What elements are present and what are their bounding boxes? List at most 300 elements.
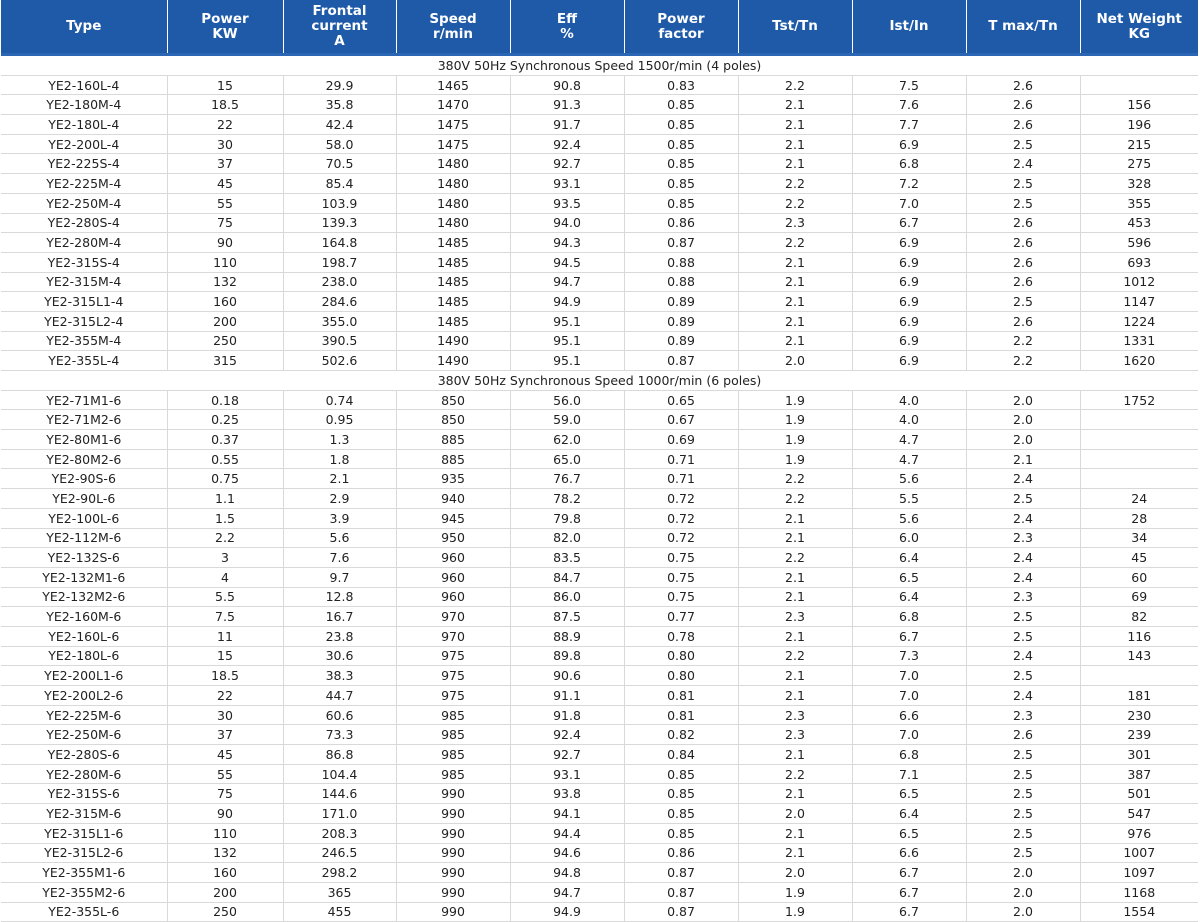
cell-power-factor: 0.82 (624, 725, 738, 745)
cell-tst-tn: 2.1 (738, 331, 852, 351)
cell-efficiency: 91.7 (510, 115, 624, 135)
cell-type: YE2-250M-6 (1, 725, 167, 745)
cell-power: 5.5 (167, 587, 283, 607)
cell-tst-tn: 2.1 (738, 252, 852, 272)
cell-speed: 950 (396, 528, 510, 548)
cell-ist-in: 7.0 (852, 725, 966, 745)
cell-tst-tn: 2.2 (738, 548, 852, 568)
cell-tmax-tn: 2.5 (966, 764, 1080, 784)
cell-ist-in: 6.9 (852, 311, 966, 331)
table-row (1, 272, 1198, 292)
cell-current: 73.3 (283, 725, 396, 745)
table-row (1, 489, 1198, 509)
cell-current: 12.8 (283, 587, 396, 607)
cell-tst-tn: 1.9 (738, 390, 852, 410)
cell-tmax-tn: 2.0 (966, 430, 1080, 450)
table-row (1, 725, 1198, 745)
cell-current: 0.74 (283, 390, 396, 410)
section-row (1, 56, 1198, 75)
cell-current: 390.5 (283, 331, 396, 351)
table-row (1, 449, 1198, 469)
cell-power: 2.2 (167, 528, 283, 548)
cell-speed: 1480 (396, 154, 510, 174)
cell-speed: 1485 (396, 311, 510, 331)
cell-tmax-tn: 2.4 (966, 548, 1080, 568)
cell-tst-tn: 2.0 (738, 351, 852, 371)
cell-net-weight: 24 (1080, 489, 1198, 509)
cell-speed: 940 (396, 489, 510, 509)
cell-power: 1.5 (167, 508, 283, 528)
cell-speed: 975 (396, 646, 510, 666)
header-type: Type (1, 0, 167, 53)
cell-power: 22 (167, 686, 283, 706)
cell-net-weight: 1012 (1080, 272, 1198, 292)
cell-current: 60.6 (283, 705, 396, 725)
cell-type: YE2-225M-4 (1, 174, 167, 194)
cell-power: 160 (167, 292, 283, 312)
section-title: 380V 50Hz Synchronous Speed 1500r/min (4 poles) (1, 56, 1198, 75)
cell-net-weight: 301 (1080, 745, 1198, 765)
cell-tmax-tn: 2.5 (966, 292, 1080, 312)
cell-ist-in: 6.6 (852, 705, 966, 725)
cell-ist-in: 6.9 (852, 331, 966, 351)
cell-type: YE2-200L-4 (1, 134, 167, 154)
cell-efficiency: 92.4 (510, 134, 624, 154)
cell-efficiency: 95.1 (510, 311, 624, 331)
cell-tmax-tn: 2.2 (966, 331, 1080, 351)
cell-type: YE2-180L-4 (1, 115, 167, 135)
cell-power: 30 (167, 134, 283, 154)
cell-efficiency: 88.9 (510, 626, 624, 646)
cell-tst-tn: 2.2 (738, 646, 852, 666)
header-current: Frontal current A (283, 0, 396, 53)
cell-power: 160 (167, 863, 283, 883)
cell-net-weight: 1224 (1080, 311, 1198, 331)
table-row (1, 626, 1198, 646)
cell-power: 4 (167, 567, 283, 587)
cell-current: 9.7 (283, 567, 396, 587)
cell-type: YE2-132S-6 (1, 548, 167, 568)
table-row (1, 95, 1198, 115)
cell-speed: 1475 (396, 134, 510, 154)
cell-power: 45 (167, 174, 283, 194)
cell-net-weight: 181 (1080, 686, 1198, 706)
cell-efficiency: 82.0 (510, 528, 624, 548)
cell-speed: 1480 (396, 213, 510, 233)
cell-ist-in: 6.7 (852, 863, 966, 883)
cell-current: 1.8 (283, 449, 396, 469)
cell-tmax-tn: 2.5 (966, 804, 1080, 824)
cell-tst-tn: 2.0 (738, 804, 852, 824)
table-row (1, 75, 1198, 95)
cell-type: YE2-112M-6 (1, 528, 167, 548)
cell-power-factor: 0.72 (624, 508, 738, 528)
cell-current: 38.3 (283, 666, 396, 686)
cell-current: 298.2 (283, 863, 396, 883)
cell-power-factor: 0.72 (624, 489, 738, 509)
cell-efficiency: 87.5 (510, 607, 624, 627)
cell-power: 90 (167, 804, 283, 824)
cell-ist-in: 7.2 (852, 174, 966, 194)
table-row (1, 882, 1198, 902)
cell-power: 55 (167, 764, 283, 784)
cell-current: 30.6 (283, 646, 396, 666)
cell-efficiency: 94.5 (510, 252, 624, 272)
cell-speed: 985 (396, 764, 510, 784)
cell-type: YE2-315S-6 (1, 784, 167, 804)
cell-current: 35.8 (283, 95, 396, 115)
cell-power: 3 (167, 548, 283, 568)
cell-current: 103.9 (283, 193, 396, 213)
cell-tmax-tn: 2.5 (966, 193, 1080, 213)
cell-speed: 990 (396, 843, 510, 863)
cell-speed: 850 (396, 410, 510, 430)
cell-efficiency: 59.0 (510, 410, 624, 430)
cell-speed: 960 (396, 548, 510, 568)
cell-power: 110 (167, 823, 283, 843)
cell-efficiency: 94.0 (510, 213, 624, 233)
cell-type: YE2-280S-4 (1, 213, 167, 233)
cell-speed: 975 (396, 686, 510, 706)
cell-type: YE2-80M1-6 (1, 430, 167, 450)
cell-power-factor: 0.75 (624, 567, 738, 587)
table-row (1, 351, 1198, 371)
cell-ist-in: 6.5 (852, 567, 966, 587)
table-row (1, 213, 1198, 233)
cell-efficiency: 94.9 (510, 902, 624, 922)
cell-power-factor: 0.86 (624, 843, 738, 863)
cell-net-weight (1080, 75, 1198, 95)
cell-type: YE2-355M1-6 (1, 863, 167, 883)
cell-net-weight: 1147 (1080, 292, 1198, 312)
cell-power: 250 (167, 902, 283, 922)
cell-power: 15 (167, 75, 283, 95)
cell-net-weight: 1168 (1080, 882, 1198, 902)
cell-tmax-tn: 2.6 (966, 115, 1080, 135)
cell-tmax-tn: 2.5 (966, 745, 1080, 765)
cell-type: YE2-225M-6 (1, 705, 167, 725)
cell-ist-in: 6.4 (852, 587, 966, 607)
cell-tmax-tn: 2.5 (966, 607, 1080, 627)
cell-ist-in: 7.5 (852, 75, 966, 95)
cell-power: 200 (167, 311, 283, 331)
cell-power-factor: 0.71 (624, 449, 738, 469)
cell-net-weight: 1620 (1080, 351, 1198, 371)
cell-power-factor: 0.86 (624, 213, 738, 233)
cell-tst-tn: 2.0 (738, 863, 852, 883)
cell-type: YE2-280S-6 (1, 745, 167, 765)
cell-type: YE2-71M2-6 (1, 410, 167, 430)
cell-tmax-tn: 2.4 (966, 508, 1080, 528)
cell-power-factor: 0.85 (624, 115, 738, 135)
cell-current: 139.3 (283, 213, 396, 233)
cell-power: 132 (167, 843, 283, 863)
cell-ist-in: 5.6 (852, 508, 966, 528)
cell-tmax-tn: 2.5 (966, 134, 1080, 154)
cell-power: 45 (167, 745, 283, 765)
cell-type: YE2-280M-6 (1, 764, 167, 784)
cell-ist-in: 6.5 (852, 784, 966, 804)
cell-power-factor: 0.85 (624, 174, 738, 194)
cell-power: 0.37 (167, 430, 283, 450)
cell-speed: 990 (396, 804, 510, 824)
cell-current: 171.0 (283, 804, 396, 824)
cell-ist-in: 6.4 (852, 548, 966, 568)
table-row (1, 430, 1198, 450)
cell-speed: 885 (396, 430, 510, 450)
cell-efficiency: 92.4 (510, 725, 624, 745)
header-tmax-tn: T max/Tn (966, 0, 1080, 53)
cell-power: 75 (167, 784, 283, 804)
cell-efficiency: 56.0 (510, 390, 624, 410)
table-header (1, 0, 1198, 56)
cell-net-weight: 69 (1080, 587, 1198, 607)
cell-tmax-tn: 2.5 (966, 489, 1080, 509)
section-row (1, 371, 1198, 391)
cell-speed: 935 (396, 469, 510, 489)
cell-type: YE2-90L-6 (1, 489, 167, 509)
table-row (1, 804, 1198, 824)
cell-type: YE2-90S-6 (1, 469, 167, 489)
cell-current: 7.6 (283, 548, 396, 568)
cell-power-factor: 0.72 (624, 528, 738, 548)
cell-power-factor: 0.85 (624, 784, 738, 804)
cell-tmax-tn: 2.5 (966, 823, 1080, 843)
cell-ist-in: 4.0 (852, 410, 966, 430)
cell-net-weight: 1752 (1080, 390, 1198, 410)
cell-type: YE2-160L-6 (1, 626, 167, 646)
cell-net-weight: 501 (1080, 784, 1198, 804)
table-row (1, 528, 1198, 548)
cell-speed: 1485 (396, 292, 510, 312)
header-power-factor: Power factor (624, 0, 738, 53)
cell-power: 7.5 (167, 607, 283, 627)
cell-ist-in: 4.7 (852, 430, 966, 450)
cell-efficiency: 94.7 (510, 272, 624, 292)
cell-tst-tn: 2.3 (738, 213, 852, 233)
cell-ist-in: 6.9 (852, 351, 966, 371)
cell-net-weight: 239 (1080, 725, 1198, 745)
cell-tmax-tn: 2.0 (966, 863, 1080, 883)
table-body (1, 56, 1198, 922)
cell-tst-tn: 2.3 (738, 705, 852, 725)
cell-tst-tn: 2.2 (738, 469, 852, 489)
cell-tmax-tn: 2.6 (966, 725, 1080, 745)
cell-tmax-tn: 2.0 (966, 882, 1080, 902)
cell-speed: 1480 (396, 193, 510, 213)
cell-tst-tn: 2.3 (738, 607, 852, 627)
table-row (1, 587, 1198, 607)
cell-power-factor: 0.87 (624, 233, 738, 253)
cell-power-factor: 0.85 (624, 154, 738, 174)
motor-spec-table (1, 0, 1198, 922)
cell-net-weight: 1097 (1080, 863, 1198, 883)
cell-efficiency: 90.6 (510, 666, 624, 686)
cell-speed: 1485 (396, 252, 510, 272)
cell-current: 2.9 (283, 489, 396, 509)
cell-net-weight: 355 (1080, 193, 1198, 213)
cell-ist-in: 7.0 (852, 193, 966, 213)
cell-tmax-tn: 2.0 (966, 390, 1080, 410)
cell-power: 0.55 (167, 449, 283, 469)
cell-tst-tn: 2.1 (738, 843, 852, 863)
cell-power-factor: 0.87 (624, 351, 738, 371)
cell-power-factor: 0.80 (624, 666, 738, 686)
cell-power: 18.5 (167, 666, 283, 686)
cell-power-factor: 0.83 (624, 75, 738, 95)
cell-type: YE2-355L-4 (1, 351, 167, 371)
cell-efficiency: 93.1 (510, 174, 624, 194)
cell-speed: 1485 (396, 272, 510, 292)
cell-type: YE2-315L2-6 (1, 843, 167, 863)
cell-ist-in: 6.9 (852, 272, 966, 292)
cell-tmax-tn: 2.0 (966, 410, 1080, 430)
cell-power: 55 (167, 193, 283, 213)
cell-net-weight: 596 (1080, 233, 1198, 253)
cell-tmax-tn: 2.4 (966, 469, 1080, 489)
header-efficiency: Eff % (510, 0, 624, 53)
cell-current: 3.9 (283, 508, 396, 528)
cell-tst-tn: 2.1 (738, 784, 852, 804)
cell-speed: 945 (396, 508, 510, 528)
cell-power: 0.18 (167, 390, 283, 410)
cell-efficiency: 65.0 (510, 449, 624, 469)
cell-tmax-tn: 2.0 (966, 902, 1080, 922)
cell-power: 0.25 (167, 410, 283, 430)
cell-power-factor: 0.67 (624, 410, 738, 430)
cell-net-weight: 275 (1080, 154, 1198, 174)
cell-speed: 985 (396, 705, 510, 725)
cell-tst-tn: 2.2 (738, 233, 852, 253)
cell-current: 355.0 (283, 311, 396, 331)
cell-tst-tn: 2.2 (738, 764, 852, 784)
cell-tmax-tn: 2.2 (966, 351, 1080, 371)
cell-net-weight: 547 (1080, 804, 1198, 824)
cell-power: 37 (167, 725, 283, 745)
cell-speed: 990 (396, 823, 510, 843)
cell-efficiency: 94.3 (510, 233, 624, 253)
cell-type: YE2-315L2-4 (1, 311, 167, 331)
cell-tmax-tn: 2.5 (966, 784, 1080, 804)
cell-type: YE2-225S-4 (1, 154, 167, 174)
cell-power-factor: 0.88 (624, 272, 738, 292)
table-row (1, 902, 1198, 922)
cell-speed: 990 (396, 882, 510, 902)
cell-current: 208.3 (283, 823, 396, 843)
cell-speed: 975 (396, 666, 510, 686)
cell-ist-in: 7.3 (852, 646, 966, 666)
table-row (1, 567, 1198, 587)
cell-net-weight: 82 (1080, 607, 1198, 627)
cell-speed: 985 (396, 745, 510, 765)
cell-current: 365 (283, 882, 396, 902)
header-tst-tn: Tst/Tn (738, 0, 852, 53)
cell-ist-in: 7.1 (852, 764, 966, 784)
cell-net-weight (1080, 430, 1198, 450)
cell-tst-tn: 1.9 (738, 430, 852, 450)
cell-net-weight: 1554 (1080, 902, 1198, 922)
cell-speed: 885 (396, 449, 510, 469)
table-row (1, 764, 1198, 784)
cell-power-factor: 0.75 (624, 548, 738, 568)
cell-tst-tn: 2.1 (738, 666, 852, 686)
cell-type: YE2-132M1-6 (1, 567, 167, 587)
cell-type: YE2-355M-4 (1, 331, 167, 351)
cell-power: 22 (167, 115, 283, 135)
table-row (1, 607, 1198, 627)
cell-efficiency: 94.7 (510, 882, 624, 902)
cell-current: 70.5 (283, 154, 396, 174)
cell-power-factor: 0.88 (624, 252, 738, 272)
cell-current: 238.0 (283, 272, 396, 292)
cell-type: YE2-355M2-6 (1, 882, 167, 902)
cell-net-weight: 215 (1080, 134, 1198, 154)
table-row (1, 843, 1198, 863)
cell-tmax-tn: 2.4 (966, 567, 1080, 587)
cell-net-weight: 976 (1080, 823, 1198, 843)
cell-tst-tn: 2.1 (738, 134, 852, 154)
cell-speed: 960 (396, 587, 510, 607)
cell-ist-in: 6.9 (852, 292, 966, 312)
cell-ist-in: 4.0 (852, 390, 966, 410)
header-row (1, 0, 1198, 53)
cell-current: 198.7 (283, 252, 396, 272)
cell-power: 37 (167, 154, 283, 174)
cell-efficiency: 90.8 (510, 75, 624, 95)
cell-type: YE2-315L1-6 (1, 823, 167, 843)
cell-current: 502.6 (283, 351, 396, 371)
cell-tmax-tn: 2.5 (966, 666, 1080, 686)
cell-tst-tn: 2.2 (738, 174, 852, 194)
cell-power-factor: 0.80 (624, 646, 738, 666)
cell-tst-tn: 1.9 (738, 882, 852, 902)
cell-tmax-tn: 2.4 (966, 154, 1080, 174)
cell-power-factor: 0.85 (624, 804, 738, 824)
cell-power-factor: 0.77 (624, 607, 738, 627)
table-row (1, 410, 1198, 430)
cell-current: 58.0 (283, 134, 396, 154)
cell-efficiency: 93.5 (510, 193, 624, 213)
cell-efficiency: 94.9 (510, 292, 624, 312)
cell-ist-in: 6.7 (852, 902, 966, 922)
table-row (1, 686, 1198, 706)
cell-ist-in: 4.7 (852, 449, 966, 469)
cell-type: YE2-200L2-6 (1, 686, 167, 706)
cell-current: 86.8 (283, 745, 396, 765)
cell-current: 284.6 (283, 292, 396, 312)
cell-speed: 1490 (396, 331, 510, 351)
table-row (1, 233, 1198, 253)
cell-speed: 1490 (396, 351, 510, 371)
cell-speed: 1485 (396, 233, 510, 253)
cell-current: 42.4 (283, 115, 396, 135)
cell-ist-in: 6.7 (852, 882, 966, 902)
cell-tmax-tn: 2.6 (966, 213, 1080, 233)
cell-current: 246.5 (283, 843, 396, 863)
cell-power: 110 (167, 252, 283, 272)
cell-type: YE2-315M-4 (1, 272, 167, 292)
cell-type: YE2-100L-6 (1, 508, 167, 528)
cell-net-weight: 1007 (1080, 843, 1198, 863)
cell-efficiency: 91.8 (510, 705, 624, 725)
cell-tst-tn: 2.1 (738, 95, 852, 115)
cell-efficiency: 91.3 (510, 95, 624, 115)
cell-current: 0.95 (283, 410, 396, 430)
cell-power-factor: 0.71 (624, 469, 738, 489)
cell-efficiency: 93.8 (510, 784, 624, 804)
cell-tst-tn: 2.1 (738, 823, 852, 843)
cell-speed: 970 (396, 626, 510, 646)
